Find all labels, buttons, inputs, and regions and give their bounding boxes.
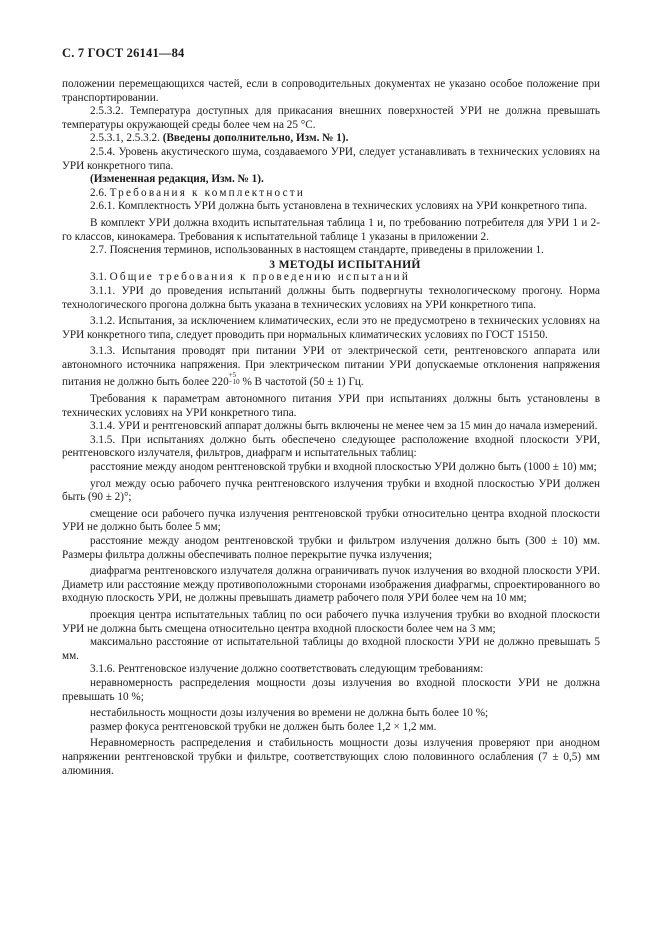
paragraph: 3.1.6. Рентгеновское излучение должно соответствовать следующим требованиям:: [90, 663, 484, 676]
page-header: С. 7 ГОСТ 26141—84: [62, 46, 185, 60]
subsection-heading: [62, 271, 600, 285]
amendment-note: (Введены дополнительно, Изм. № 1).: [162, 132, 349, 145]
paragraph: 2.6.1. Комплектность УРИ должна быть установлена в технических условиях на УРИ конкретного типа.: [90, 200, 587, 213]
list-item: расстояние между анодом рентгеновской трубки и входной плоскостью УРИ должно быть (1000 ± 10) мм;: [90, 461, 597, 474]
paragraph-text: % В частотой (50 ± 1) Гц.: [239, 376, 364, 389]
paragraph: 3.1.4. УРИ и рентгеновский аппарат должны быть включены не менее чем за 15 мин до начала измерений.: [90, 420, 598, 433]
paragraph: Требования к параметрам автономного питания УРИ при испытаниях должны быть установлены в технических условиях на УРИ конкретного типа.: [62, 393, 600, 419]
list-item: угол между осью рабочего пучка рентгеновского излучения трубки и входной плоскостью УРИ должен быть (90 ± 2)°;: [62, 477, 600, 504]
tolerance-upper: +5: [228, 371, 237, 380]
list-item: неравномерность распределения мощности дозы излучения во входной плоскости УРИ не должна превышать 10 %;: [62, 676, 600, 703]
paragraph: положении перемещающихся частей, если в сопроводительных документах не указано особое положение при транспортировании.: [62, 78, 600, 104]
subsection-title: Общие требования к проведению испытаний: [109, 271, 411, 284]
paragraph: 3.1.1. УРИ до проведения испытаний должны быть подвергнуты технологическому прогону. Норма технологического прогона должна быть указана в технических условиях на УРИ конкретного типа.: [62, 284, 600, 311]
paragraph: 3.1.5. При испытаниях должно быть обеспечено следующее расположение входной плоскости УРИ, рентгеновского излучателя, фильтров, диафрагм и испытательных таблиц:: [62, 433, 600, 460]
paragraph: [62, 345, 600, 390]
list-item: нестабильность мощности дозы излучения во времени не должна быть более 10 %;: [90, 707, 489, 720]
voltage-tolerance: [229, 372, 240, 386]
paragraph: В комплект УРИ должна входить испытательная таблица 1 и, по требованию потребителя для УРИ 1 и 2-го классов, кинокамера. Требования к испытательной таблице 1 указаны в приложении 2.: [62, 216, 600, 243]
clause-refs: 2.5.3.1, 2.5.3.2.: [90, 132, 160, 145]
paragraph: 2.5.3.2. Температура доступных для прикасания внешних поверхностей УРИ не должна превышать температуры окружающей среды более чем на 25 °С.: [62, 105, 600, 131]
subsection-number: 3.1.: [90, 271, 107, 284]
list-item: смещение оси рабочего пучка излучения рентгеновской трубки относительно центра входной плоскости УРИ не должно быть более 5 мм;: [62, 507, 600, 534]
amendment-note: (Измененная редакция, Изм. № 1).: [90, 173, 264, 186]
subsection-heading: [62, 187, 600, 201]
list-item: размер фокуса рентгеновской трубки не должен быть более 1,2 × 1,2 мм.: [90, 720, 437, 733]
list-item: диафрагма рентгеновского излучателя должна ограничивать пучок излучения во входной плоскости УРИ. Диаметр или расстояние между противоположными сторонами изображения диафрагмы, спроектированного во входную плоскость УРИ, не должны превышать диаметр рабочего поля УРИ более чем на 10 мм;: [62, 565, 600, 605]
paragraph: [62, 132, 600, 146]
paragraph-text: 3.1.3. Испытания проводят при питании УРИ от электрической сети, рентгеновского аппарата или автономного источника напряжения. При электрическом питании УРИ допускаемые отклонения напряжения питания не должно быть более 220: [62, 345, 600, 389]
section-title: 3 МЕТОДЫ ИСПЫТАНИЙ: [269, 257, 421, 271]
list-item: проекция центра испытательных таблиц по оси рабочего пучка излучения трубки во входной плоскости УРИ не должна быть смещена относительно центра входной плоскости более чем на 3 мм;: [62, 608, 600, 635]
list-item: максимально расстояние от испытательной таблицы до входной плоскости УРИ не должно превышать 5 мм.: [62, 636, 600, 662]
subsection-title: Требования к комплектности: [109, 186, 306, 199]
paragraph: 2.7. Пояснения терминов, использованных в настоящем стандарте, приведены в приложении 1.: [90, 244, 544, 257]
document-body: [62, 78, 600, 778]
paragraph: Неравномерность распределения и стабильность мощности дозы излучения проверяют при анодном напряжении рентгеновской трубки и фильтре, соответствующих слою половинного ослабления (7 ± 0,5) мм алюминия.: [62, 737, 600, 777]
paragraph: 3.1.2. Испытания, за исключением климатических, если это не предусмотрено в технических условиях на УРИ конкретного типа, следует проводить при нормальных климатических условиях по ГОСТ 15150.: [62, 315, 600, 341]
paragraph: 2.5.4. Уровень акустического шума, создаваемого УРИ, следует устанавливать в технических условиях на УРИ конкретного типа.: [62, 145, 600, 172]
tolerance-lower: −10: [228, 378, 240, 387]
subsection-number: 2.6.: [90, 186, 107, 199]
list-item: расстояние между анодом рентгеновской трубки и фильтром излучения должно быть (300 ± 10) мм. Размеры фильтра должны обеспечивать полное перекрытие пучка излучения;: [62, 535, 600, 561]
